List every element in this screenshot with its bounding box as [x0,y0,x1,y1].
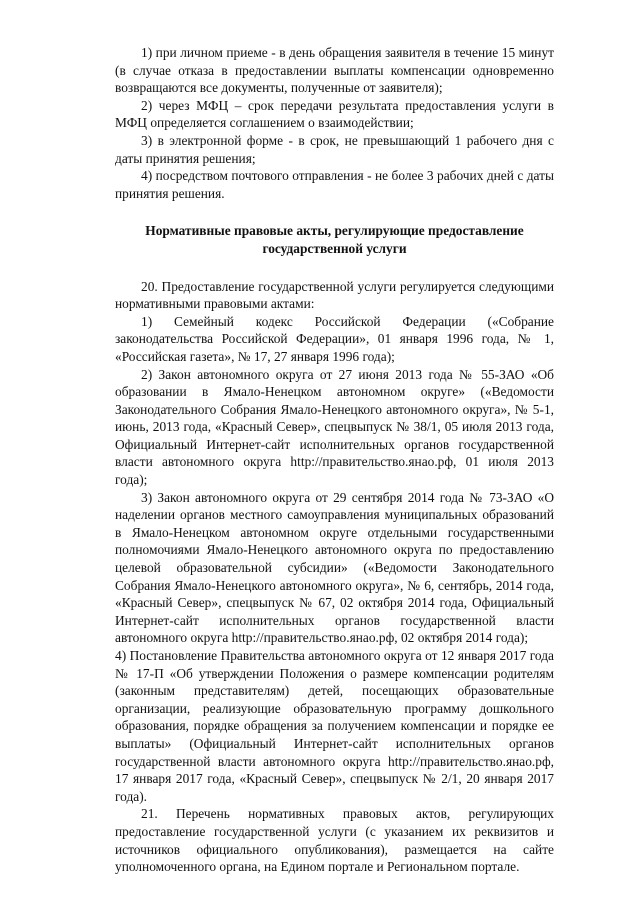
paragraph-20: 20. Предоставление государственной услуги регулируется следующими нормативными правовыми актами: [115,278,554,312]
act-item: 2) Закон автономного округа от 27 июня 2013 года № 55-ЗАО «Об образовании в Ямало-Ненецком автономном округе» («Ведомости Законодательного Собрания Ямало-Ненецкого автономного округа», № 5-1, июнь, 2013 года, «Красный Север», спецвыпуск № 38/1, 05 июля 2013 года, Официальный Интернет-сайт исполнительных органов государственной власти автономного округа http://правительство.янао.рф, 01 июля 2013 года); [115,366,554,488]
heading-line: государственной услуги [262,240,407,256]
act-item: 3) Закон автономного округа от 29 сентября 2014 года № 73-ЗАО «О наделении органов местного самоуправления муниципальных образований в Ямало-Ненецком автономном округе отдельными государственными полномочиями Ямало-Ненецкого автономного округа по предоставлению целевой образовательной субсидии» («Ведомости Законодательного Собрания Ямало-Ненецкого автономного округа», № 6, сентябрь, 2014 года, «Красный Север», спецвыпуск № 67, 02 октября 2014 года, Официальный Интернет-сайт исполнительных органов государственной власти автономного округа http://правительство.янао.рф, 02 октября 2014 года); [115,489,554,646]
delivery-terms-list [115,44,554,202]
term-item: 3) в электронной форме - в срок, не превышающий 1 рабочего дня с даты принятия решения; [115,132,554,166]
act-item: 1) Семейный кодекс Российской Федерации («Собрание законодательства Российской Федерации», 01 января 1996 года, № 1, «Российская газета», № 17, 27 января 1996 года); [115,313,554,364]
paragraph-21: 21. Перечень нормативных правовых актов, регулирующих предоставление государственной услуги (с указанием их реквизитов и источников официального опубликования), размещается на сайте уполномоченного органа, на Едином портале и Региональном портале. [115,806,554,875]
term-item: 4) посредством почтового отправления - не более 3 рабочих дней с даты принятия решения. [115,168,554,201]
act-item: 4) Постановление Правительства автономного округа от 12 января 2017 года № 17-П «Об утверждении Положения о размере компенсации родителям (законным представителям) детей, посещающих образовательные организации, реализующие образовательную программу дошкольного образования, порядке обращения за получением компенсации и порядке ее выплаты» (Официальный Интернет-сайт исполнительных органов государственной власти автономного округа http://правительство.янао.рф, 17 января 2017 года, «Красный Север», спецвыпуск № 2/1, 20 января 2017 года). [115,648,554,804]
term-item: 2) через МФЦ – срок передачи результата предоставления услуги в МФЦ определяется соглашением о взаимодействии; [115,97,554,131]
heading-line: Нормативные правовые акты, регулирующие предоставление [145,223,524,239]
section-heading [115,222,554,257]
term-item: 1) при личном приеме - в день обращения заявителя в течение 15 минут (в случае отказа в предоставлении выплаты компенсации одновременно возвращаются все документы, полученные от заявителя); [115,45,554,96]
legal-acts-section [115,278,554,876]
